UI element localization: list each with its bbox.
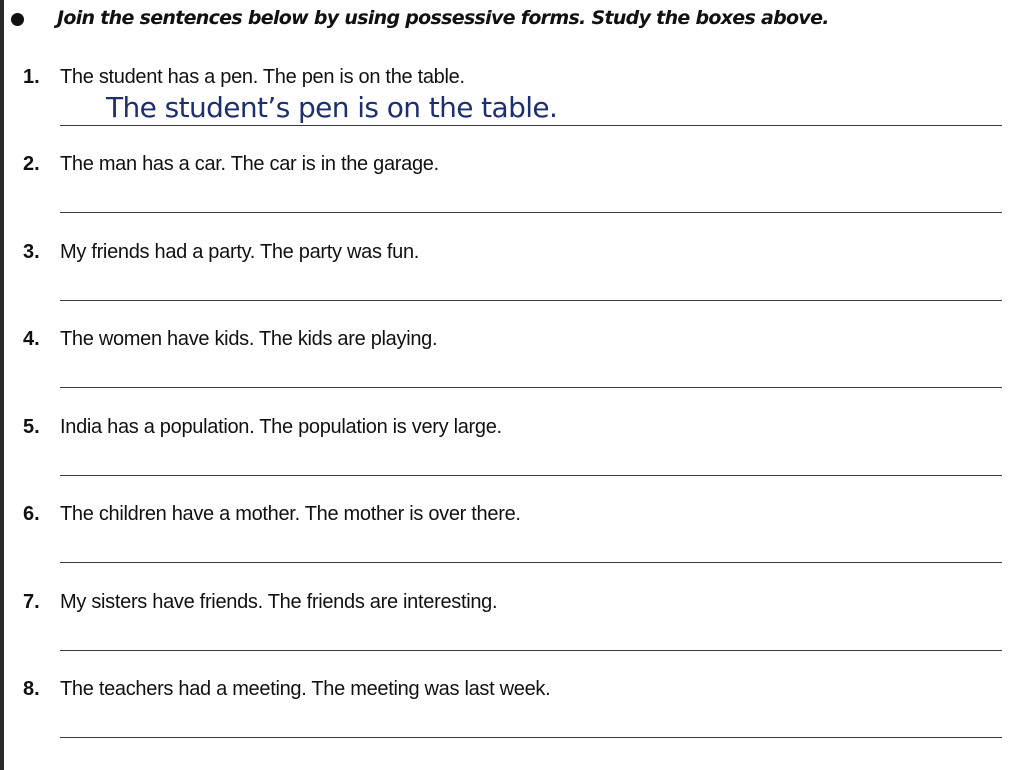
item-number: 4. (23, 328, 40, 350)
exercise-item-3 (0, 239, 1024, 326)
exercise-item-2 (0, 151, 1024, 238)
item-sentence: The man has a car. The car is in the garage. (60, 153, 439, 175)
item-sentence: The teachers had a meeting. The meeting was last week. (60, 678, 551, 700)
exercise-item-6 (0, 501, 1024, 588)
exercise-item-1 (0, 64, 1024, 151)
answer-line (60, 737, 1002, 738)
handwritten-answer: The student’s pen is on the table. (106, 91, 558, 124)
answer-line (60, 562, 1002, 563)
answer-line (60, 475, 1002, 476)
item-sentence: India has a population. The population is very large. (60, 416, 502, 438)
exercise-item-4 (0, 326, 1024, 413)
item-number: 5. (23, 416, 40, 438)
item-number: 6. (23, 503, 40, 525)
answer-line (60, 212, 1002, 213)
exercise-item-8 (0, 676, 1024, 763)
bullet-icon (11, 13, 24, 26)
item-number: 8. (23, 678, 40, 700)
item-sentence: My sisters have friends. The friends are interesting. (60, 591, 498, 613)
instruction-row (0, 4, 1024, 34)
item-sentence: The student has a pen. The pen is on the table. (60, 66, 465, 88)
item-number: 7. (23, 591, 40, 613)
item-sentence: My friends had a party. The party was fun. (60, 241, 420, 263)
item-number: 3. (23, 241, 40, 263)
answer-line (60, 300, 1002, 301)
answer-line (60, 387, 1002, 388)
item-sentence: The children have a mother. The mother is over there. (60, 503, 521, 525)
item-number: 2. (23, 153, 40, 175)
answer-line (60, 125, 1002, 126)
exercise-item-5 (0, 414, 1024, 501)
answer-line (60, 650, 1002, 651)
exercise-item-7 (0, 589, 1024, 676)
item-sentence: The women have kids. The kids are playing. (60, 328, 438, 350)
item-number: 1. (23, 66, 40, 88)
instruction-text: Join the sentences below by using possessive forms. Study the boxes above. (57, 7, 829, 29)
